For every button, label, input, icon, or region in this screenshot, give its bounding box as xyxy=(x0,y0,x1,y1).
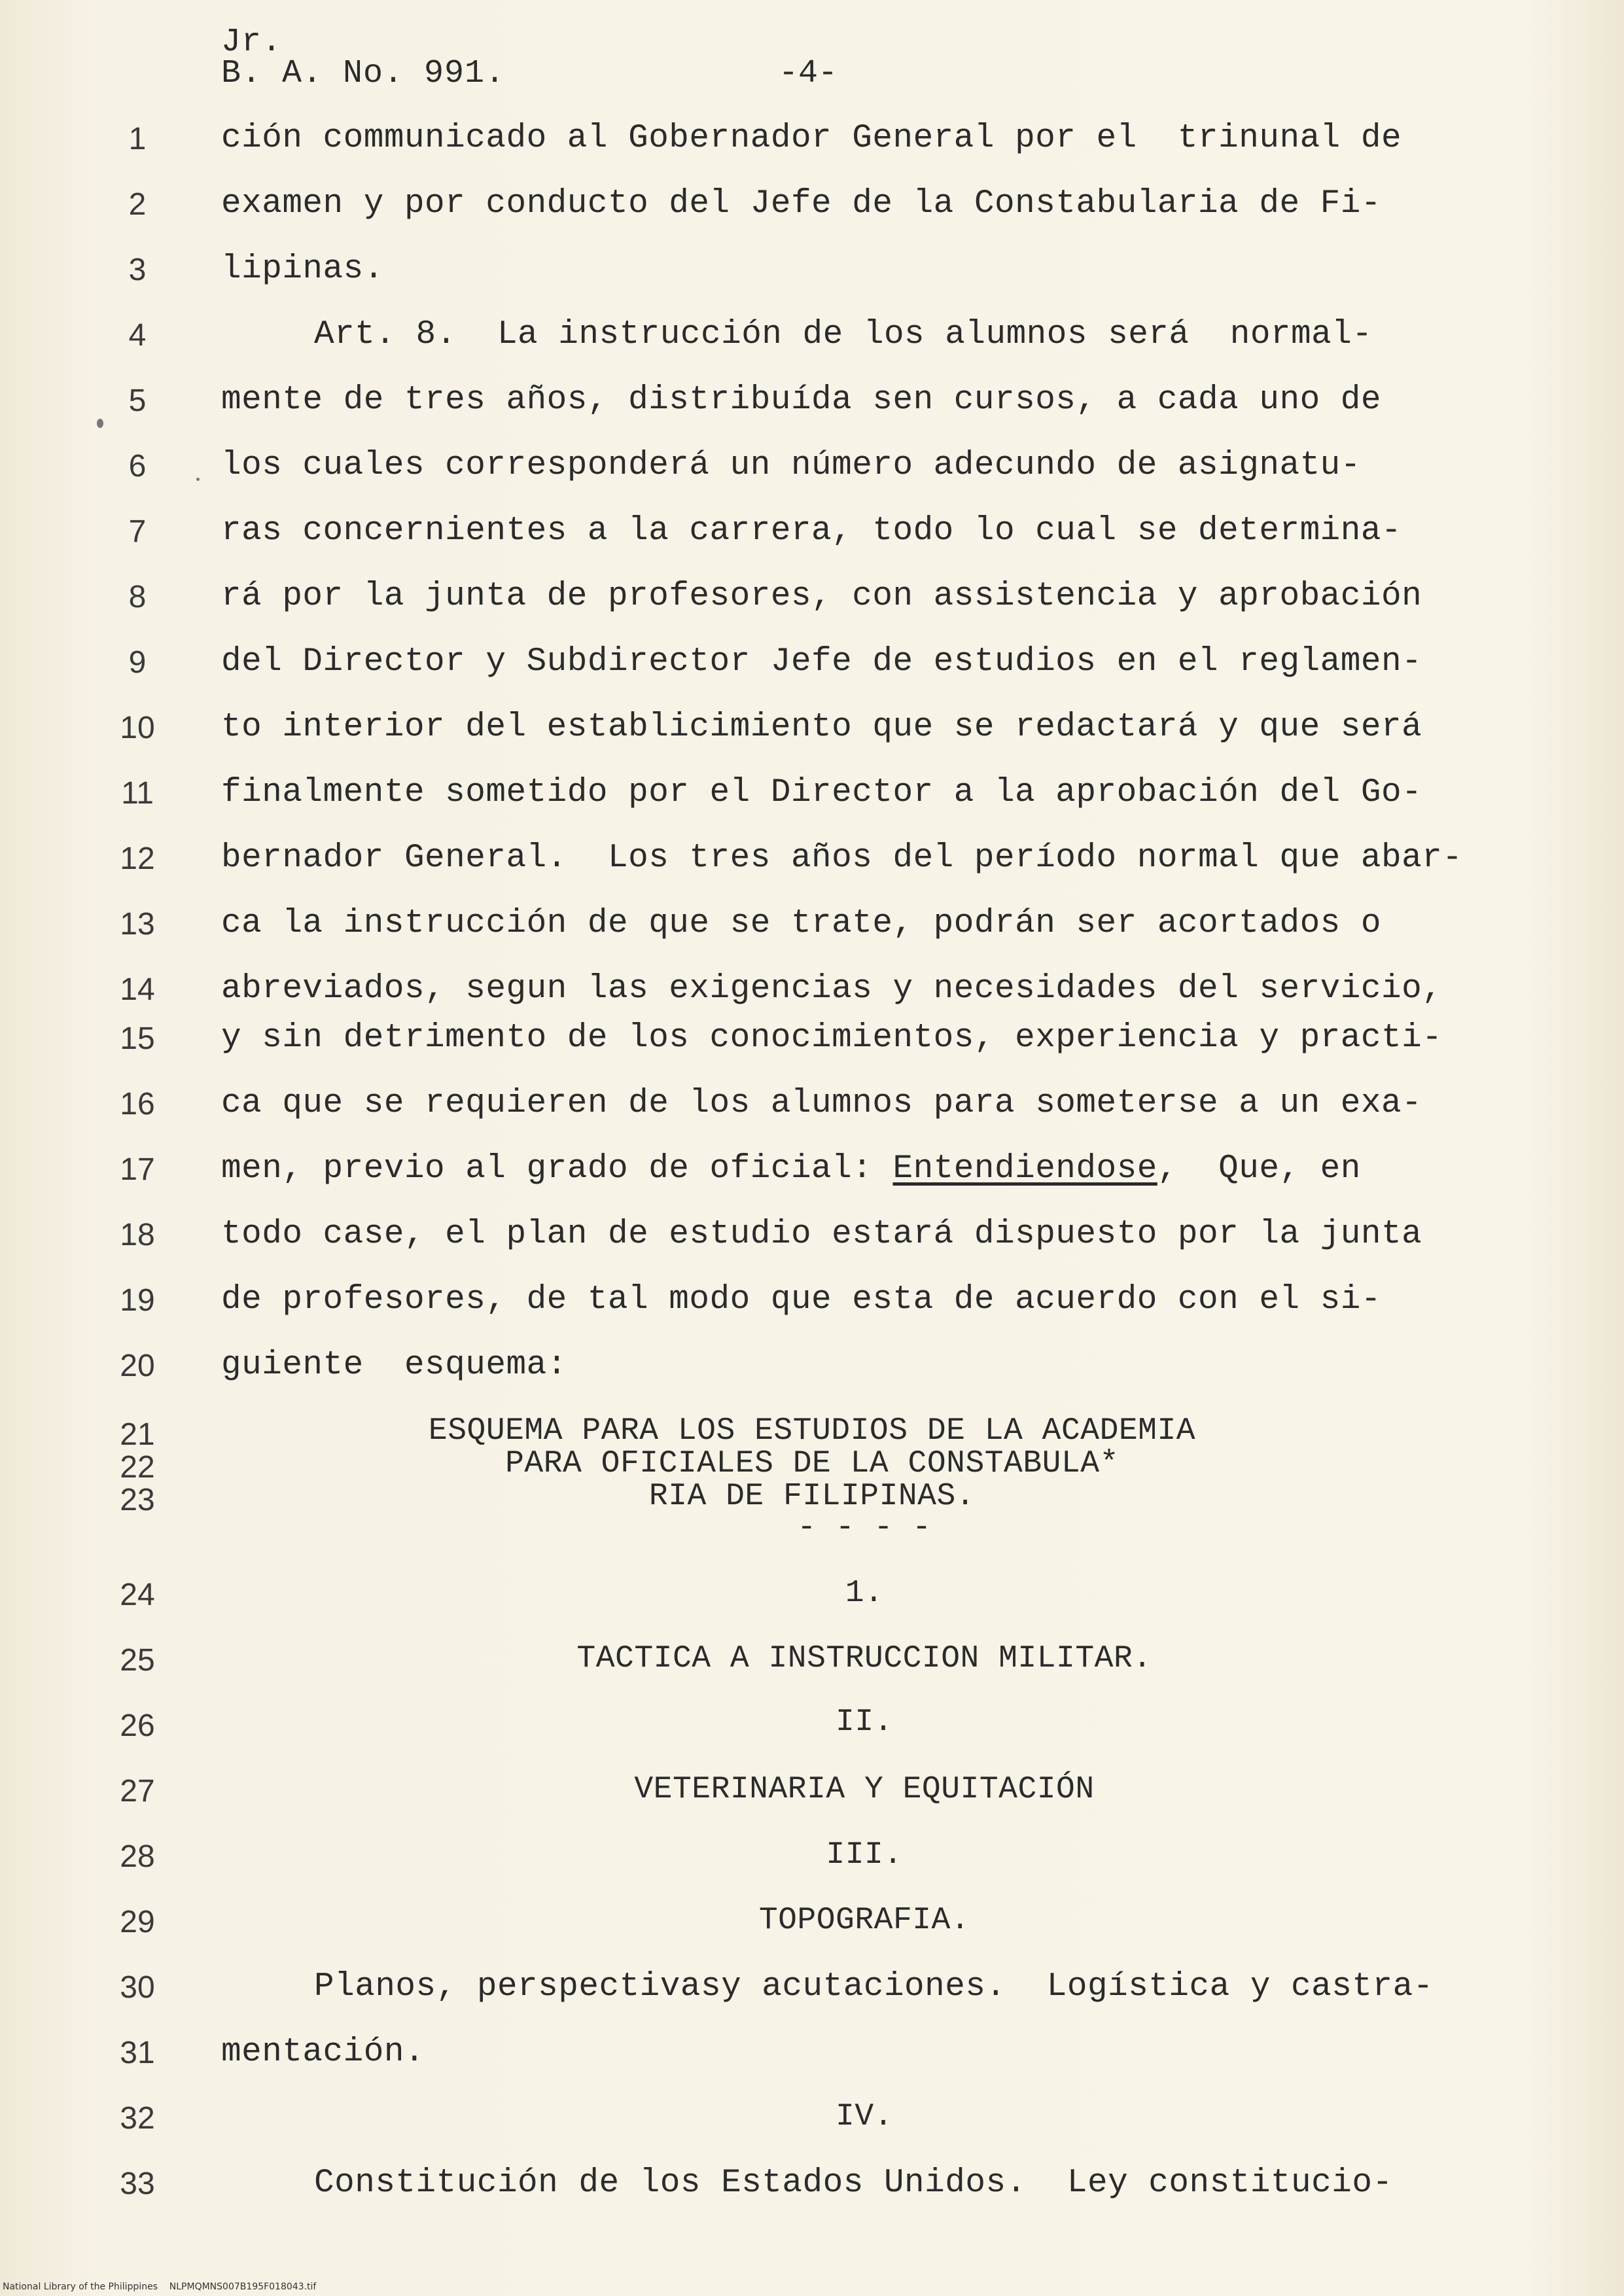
schema-heading-line: RIA DE FILIPINAS. xyxy=(648,1479,976,1514)
line-number: 16 xyxy=(120,1087,155,1122)
section-title: TACTICA A INSTRUCCION MILITAR. xyxy=(576,1641,1152,1676)
line-number: 5 xyxy=(128,383,147,418)
line-number: 30 xyxy=(120,1970,155,2005)
line-number: 24 xyxy=(120,1578,155,1612)
section-title: VETERINARIA Y EQUITACIÓN xyxy=(634,1772,1095,1807)
text-line: mente de tres años, distribuída sen cursos, a cada uno de xyxy=(221,381,1381,419)
line-number: 33 xyxy=(120,2166,155,2201)
header-initials: Jr. xyxy=(221,24,283,61)
line-number: 8 xyxy=(128,580,147,614)
text-line: y sin detrimento de los conocimientos, experiencia y practi- xyxy=(221,1019,1443,1057)
text-line: ción communicado al Gobernador General por el trinunal de xyxy=(221,120,1402,157)
line-number: 4 xyxy=(128,318,147,353)
scan-speck xyxy=(196,478,200,481)
line-number: 1 xyxy=(128,122,147,156)
text-line: ca la instrucción de que se trate, podrán ser acortados o xyxy=(221,905,1381,942)
text-line: ca que se requieren de los alumnos para someterse a un exa- xyxy=(221,1085,1422,1122)
text-line: lipinas. xyxy=(221,251,384,288)
line-number: 32 xyxy=(120,2101,155,2136)
line-number: 20 xyxy=(120,1349,155,1383)
text-line: abreviados, segun las exigencias y necesidades del servicio, xyxy=(221,970,1443,1008)
line-number: 2 xyxy=(128,187,147,222)
line-number: 14 xyxy=(120,972,155,1007)
line-number: 19 xyxy=(120,1283,155,1318)
underlined-word: Entendiendose xyxy=(892,1150,1157,1188)
text-line: los cuales corresponderá un número adecundo de asignatu- xyxy=(221,447,1361,484)
separator-dashes: - - - - xyxy=(797,1510,932,1545)
line-number: 29 xyxy=(120,1905,155,1939)
line-number: 21 xyxy=(120,1417,155,1452)
section-title: TOPOGRAFIA. xyxy=(758,1903,970,1938)
line-number: 22 xyxy=(120,1450,155,1485)
text-line: finalmente sometido por el Director a la aprobación del Go- xyxy=(221,774,1422,811)
line-number: 13 xyxy=(120,907,155,942)
page-number: -4- xyxy=(779,55,838,92)
line-number: 9 xyxy=(128,645,147,680)
line-number: 28 xyxy=(120,1839,155,1874)
text-segment: , Que, en xyxy=(1157,1150,1361,1188)
line-number: 27 xyxy=(120,1774,155,1809)
text-line: rá por la junta de profesores, con assistencia y aprobación xyxy=(221,578,1422,615)
line-number: 17 xyxy=(120,1152,155,1187)
line-number: 23 xyxy=(120,1483,155,1517)
header-bill-number: B. A. No. 991. xyxy=(221,55,506,92)
text-line: ras concernientes a la carrera, todo lo cual se determina- xyxy=(221,512,1402,550)
section-numeral: II. xyxy=(836,1704,893,1740)
line-number: 3 xyxy=(128,253,147,287)
text-line: Planos, perspectivasy acutaciones. Logística y castra- xyxy=(314,1968,1434,2005)
text-segment: men, previo al grado de oficial: xyxy=(221,1150,893,1188)
section-numeral: 1. xyxy=(845,1576,884,1611)
scan-speck xyxy=(97,419,103,428)
line-number: 12 xyxy=(120,841,155,876)
schema-heading-line: PARA OFICIALES DE LA CONSTABULA* xyxy=(505,1446,1119,1481)
line-number: 26 xyxy=(120,1708,155,1743)
text-line-underlined xyxy=(221,1150,1506,1188)
line-number: 31 xyxy=(120,2036,155,2070)
text-line: todo case, el plan de estudio estará dispuesto por la junta xyxy=(221,1216,1422,1253)
line-number: 25 xyxy=(120,1643,155,1678)
text-line: mentación. xyxy=(221,2034,425,2071)
text-line: del Director y Subdirector Jefe de estudios en el reglamen- xyxy=(221,643,1422,680)
line-number: 7 xyxy=(128,514,147,549)
text-line: Constitución de los Estados Unidos. Ley constitucio- xyxy=(314,2164,1393,2202)
line-number: 6 xyxy=(128,449,147,484)
section-numeral: III. xyxy=(826,1837,903,1873)
schema-heading-line: ESQUEMA PARA LOS ESTUDIOS DE LA ACADEMIA xyxy=(428,1413,1196,1449)
archive-footer: National Library of the Philippines NLPMQMNS007B195F018043.tif xyxy=(3,2282,317,2292)
line-number: 18 xyxy=(120,1218,155,1252)
line-number: 11 xyxy=(121,776,154,811)
line-number: 15 xyxy=(120,1021,155,1056)
text-line: guiente esquema: xyxy=(221,1347,567,1384)
section-numeral: IV. xyxy=(836,2099,893,2134)
text-line: de profesores, de tal modo que esta de acuerdo con el si- xyxy=(221,1281,1381,1318)
text-line-article: Art. 8. La instrucción de los alumnos será normal- xyxy=(314,316,1373,353)
text-line: examen y por conducto del Jefe de la Constabularia de Fi- xyxy=(221,185,1381,222)
text-line: bernador General. Los tres años del período normal que abar- xyxy=(221,839,1463,877)
text-line: to interior del establicimiento que se redactará y que será xyxy=(221,709,1422,746)
line-number: 10 xyxy=(120,711,155,745)
